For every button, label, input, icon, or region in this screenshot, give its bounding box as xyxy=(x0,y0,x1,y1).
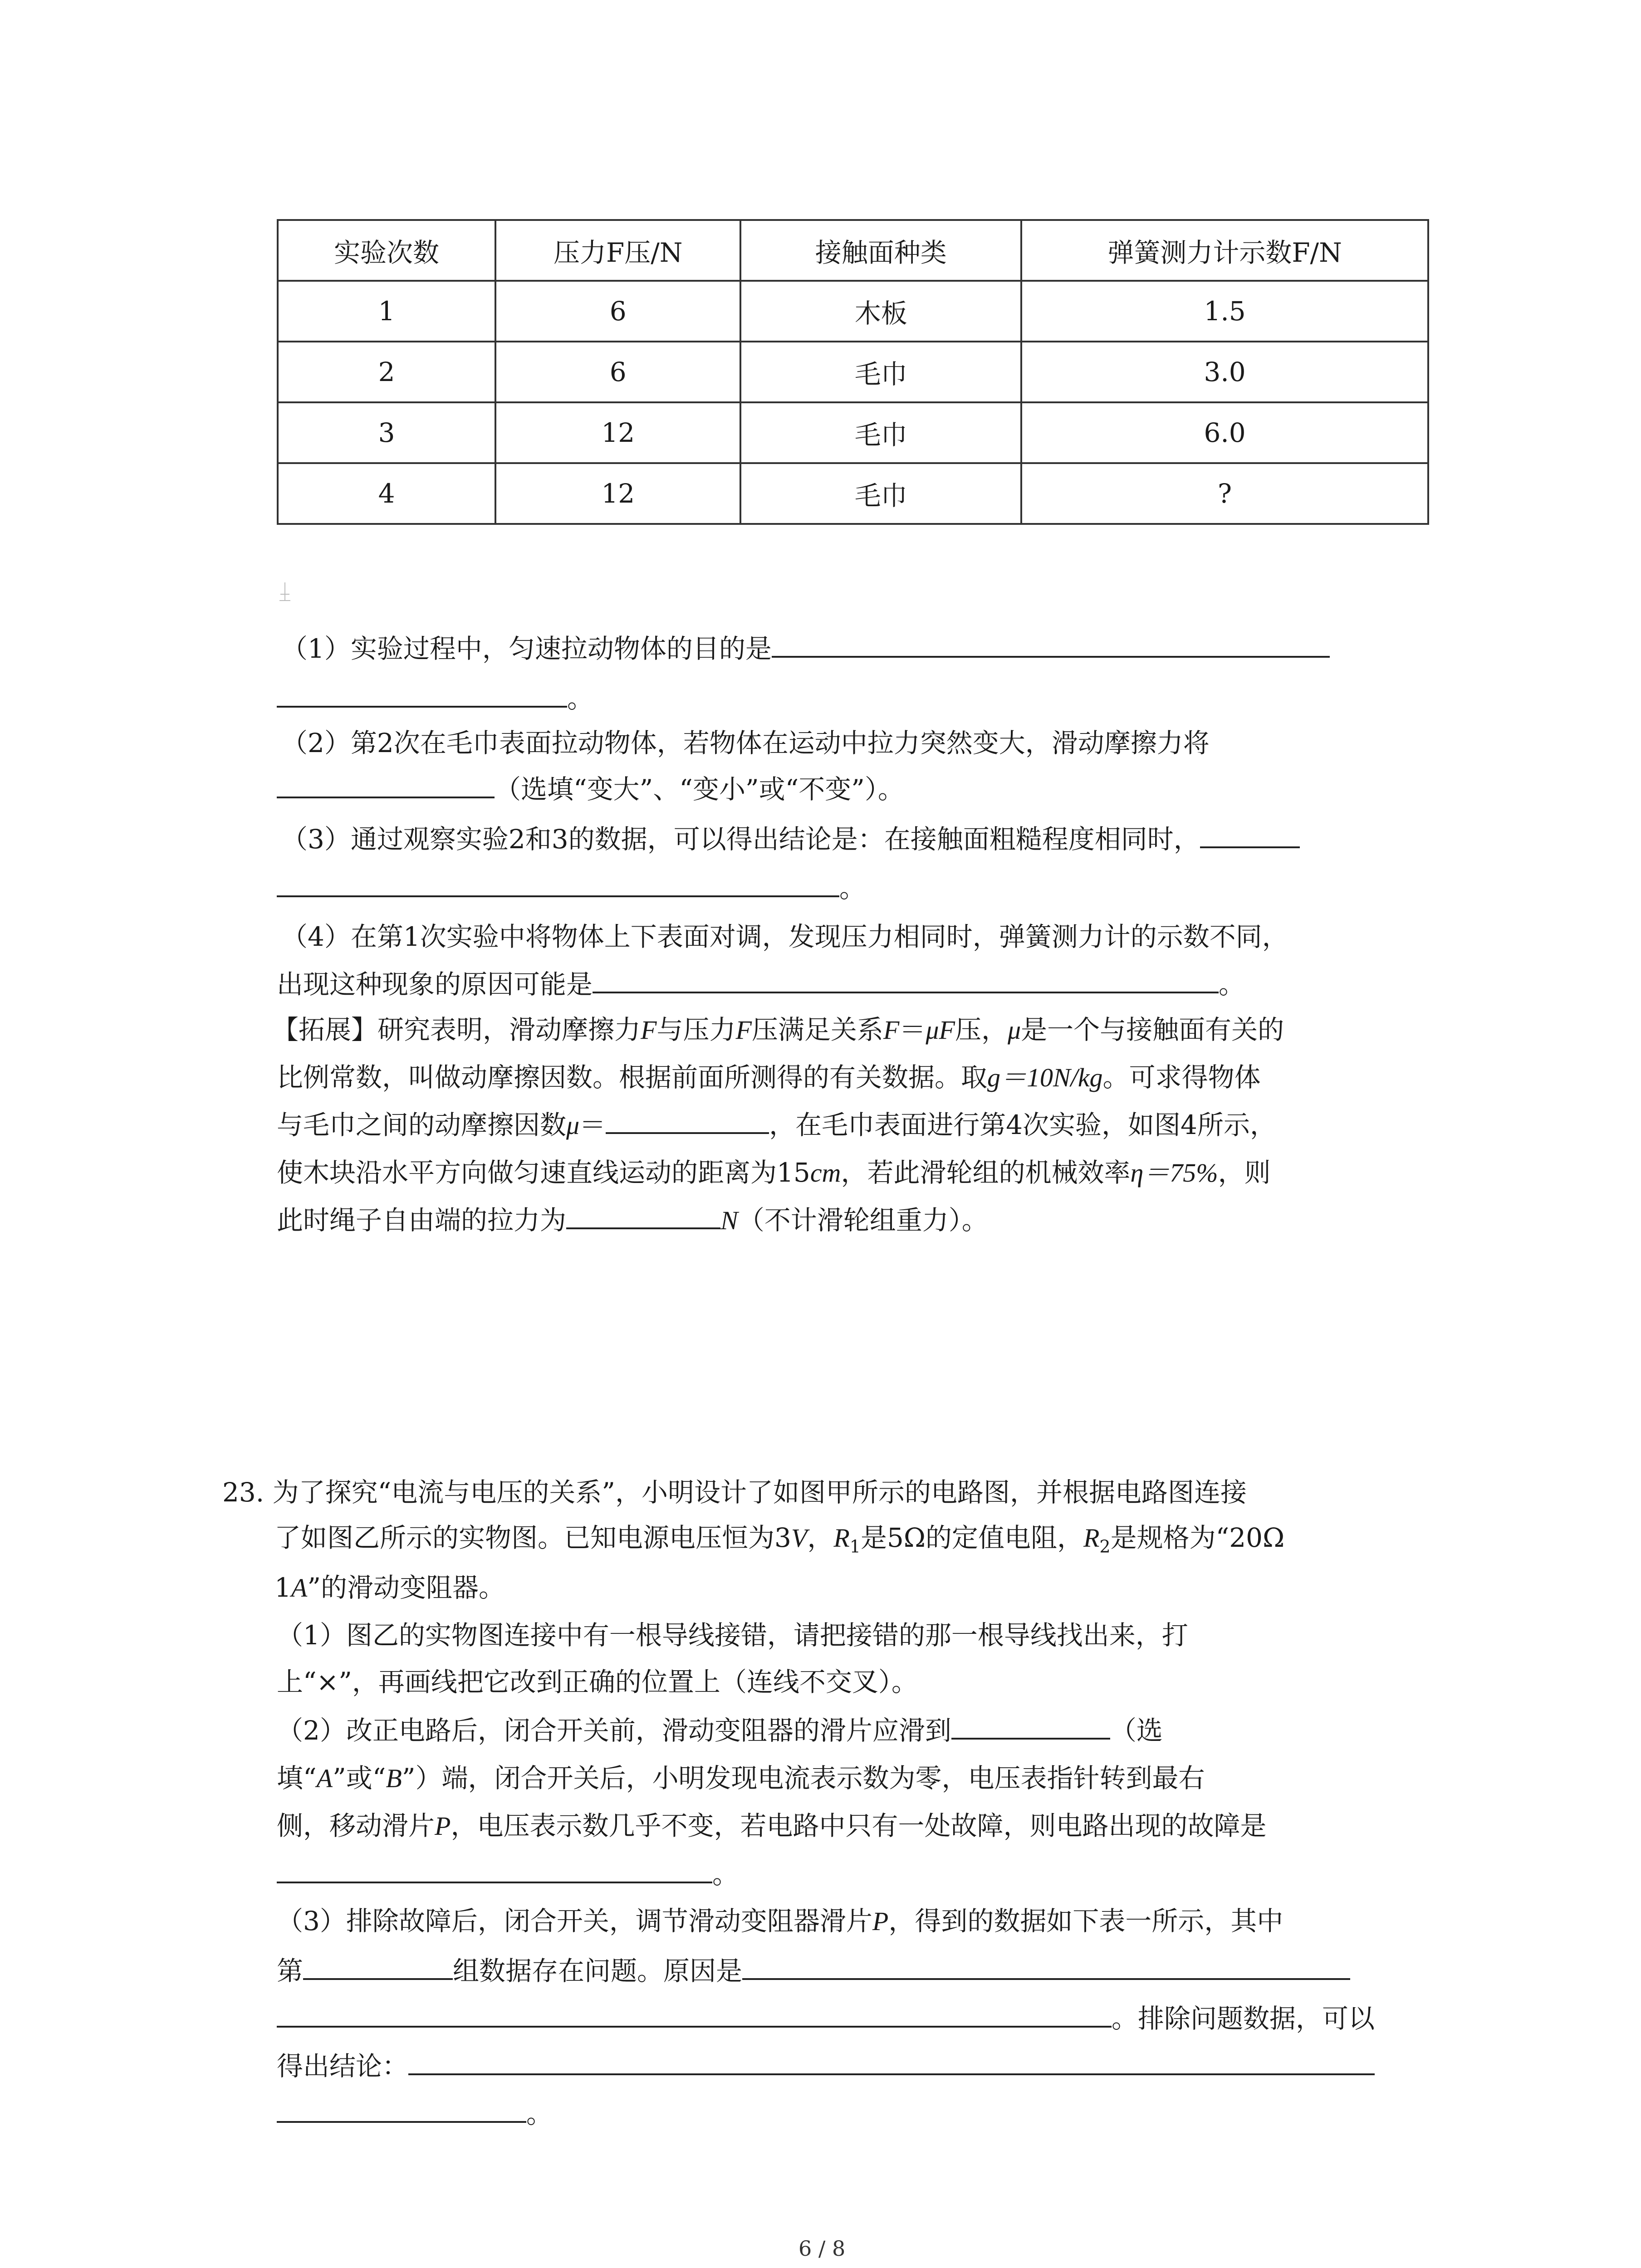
q23-intro-line3: 1A”的滑动变阻器。 xyxy=(274,1572,505,1603)
table-cell: 1.5 xyxy=(1021,281,1428,342)
table-header-cell: 接触面种类 xyxy=(740,220,1021,281)
q22-part4-cont: 出现这种现象的原因可能是 。 xyxy=(277,969,1245,1000)
table-row xyxy=(278,402,1428,463)
table-row xyxy=(278,281,1428,342)
q22-part3-cont: 。 xyxy=(277,870,866,906)
table-cell: 6.0 xyxy=(1021,402,1428,463)
table-cell: 4 xyxy=(278,463,495,524)
answer-blank[interactable] xyxy=(277,2116,526,2123)
table-cell: 毛巾 xyxy=(740,342,1021,402)
table-row xyxy=(278,342,1428,402)
table-cell: 6 xyxy=(495,281,740,342)
answer-blank[interactable] xyxy=(277,2021,1112,2028)
q22-part1: （1）实验过程中，匀速拉动物体的目的是 xyxy=(281,631,1330,667)
table-cell: 3.0 xyxy=(1021,342,1428,402)
q23-part3-cont2: 。排除问题数据，可以 xyxy=(277,2000,1375,2037)
q22-part2-cont: （选填“变大”、“变小”或“不变”）。 xyxy=(277,771,904,807)
page-number: 6 / 8 xyxy=(798,2236,846,2261)
answer-blank[interactable] xyxy=(277,1877,712,1883)
q22-extension-line1: 【拓展】研究表明，滑动摩擦力F与压力F压满足关系F＝μF压，μ是一个与接触面有关的 xyxy=(272,1014,1284,1045)
q22-extension-line3: 与毛巾之间的动摩擦因数μ＝ ，在毛巾表面进行第4次实验，如图4所示， xyxy=(277,1110,1276,1140)
answer-blank[interactable] xyxy=(772,651,1330,658)
q23-intro-line1: 23. 为了探究“电流与电压的关系”，小明设计了如图甲所示的电路图，并根据电路图连接 xyxy=(222,1477,1247,1508)
answer-blank[interactable] xyxy=(1200,842,1300,848)
table-cell: 3 xyxy=(278,402,495,463)
table-header-cell: 实验次数 xyxy=(278,220,495,281)
table-cell: 木板 xyxy=(740,281,1021,342)
friction-data-table xyxy=(277,219,1429,525)
q22-extension-line4: 使木块沿水平方向做匀速直线运动的距离为15cm，若此滑轮组的机械效率η＝75%，则 xyxy=(277,1157,1271,1188)
answer-blank[interactable] xyxy=(277,701,567,708)
q23-part2-cont2: 侧，移动滑片P，电压表示数几乎不变，若电路中只有一处故障，则电路出现的故障是 xyxy=(277,1810,1267,1841)
q23-part3-cont3: 得出结论： xyxy=(277,2048,1375,2084)
table-cell: 毛巾 xyxy=(740,402,1021,463)
q22-part2: （2）第2次在毛巾表面拉动物体，若物体在运动中拉力突然变大，滑动摩擦力将 xyxy=(281,728,1210,758)
answer-blank[interactable] xyxy=(742,1974,1350,1980)
answer-blank[interactable] xyxy=(951,1733,1110,1740)
q23-part2: （2）改正电路后，闭合开关前，滑动变阻器的滑片应滑到 （选 xyxy=(277,1715,1163,1746)
table-header-row xyxy=(278,220,1428,281)
q23-part2-cont3: 。 xyxy=(277,1856,739,1892)
table-row xyxy=(278,463,1428,524)
table-cell: ? xyxy=(1021,463,1428,524)
table-cell: 毛巾 xyxy=(740,463,1021,524)
q23-part3: （3）排除故障后，闭合开关，调节滑动变阻器滑片P，得到的数据如下表一所示，其中 xyxy=(277,1906,1283,1936)
table-cell: 12 xyxy=(495,402,740,463)
figure-placeholder-icon xyxy=(276,581,294,603)
table-cell: 2 xyxy=(278,342,495,402)
table-cell: 6 xyxy=(495,342,740,402)
table-cell: 1 xyxy=(278,281,495,342)
q22-extension-line2: 比例常数，叫做动摩擦因数。根据前面所测得的有关数据。取g＝10N/kg。可求得物体 xyxy=(277,1062,1261,1093)
q22-part1-cont: 。 xyxy=(277,680,593,717)
answer-blank[interactable] xyxy=(277,792,495,798)
table-header-cell: 弹簧测力计示数F/N xyxy=(1021,220,1428,281)
q23-intro-line2: 了如图乙所示的实物图。已知电源电压恒为3V，$R_1$是5Ω的定值电阻，$R_2$是规格为“20Ω xyxy=(274,1522,1285,1557)
q23-part1: （1）图乙的实物图连接中有一根导线接错，请把接错的那一根导线找出来，打 xyxy=(277,1620,1188,1651)
q23-part2-cont: 填“A”或“B”）端，闭合开关后，小明发现电流表示数为零，电压表指针转到最右 xyxy=(277,1763,1205,1794)
q23-part3-cont: 第 组数据存在问题。原因是 xyxy=(277,1953,1350,1989)
answer-blank[interactable] xyxy=(593,987,1219,993)
q22-part3: （3）通过观察实验2和3的数据，可以得出结论是：在接触面粗糙程度相同时， xyxy=(281,821,1300,857)
table-header-cell: 压力F压/N xyxy=(495,220,740,281)
q22-extension-line5: 此时绳子自由端的拉力为 N（不计滑轮组重力）。 xyxy=(277,1205,988,1236)
q22-part4: （4）在第1次实验中将物体上下表面对调，发现压力相同时，弹簧测力计的示数不同， xyxy=(281,921,1288,952)
q23-part1-cont: 上“×”，再画线把它改到正确的位置上（连线不交叉）。 xyxy=(277,1667,918,1697)
answer-blank[interactable] xyxy=(408,2069,1375,2075)
answer-blank[interactable] xyxy=(606,1128,769,1134)
table-cell: 12 xyxy=(495,463,740,524)
q23-part3-cont4: 。 xyxy=(277,2096,553,2132)
answer-blank[interactable] xyxy=(277,891,839,897)
answer-blank[interactable] xyxy=(303,1974,453,1980)
answer-blank[interactable] xyxy=(566,1223,720,1229)
